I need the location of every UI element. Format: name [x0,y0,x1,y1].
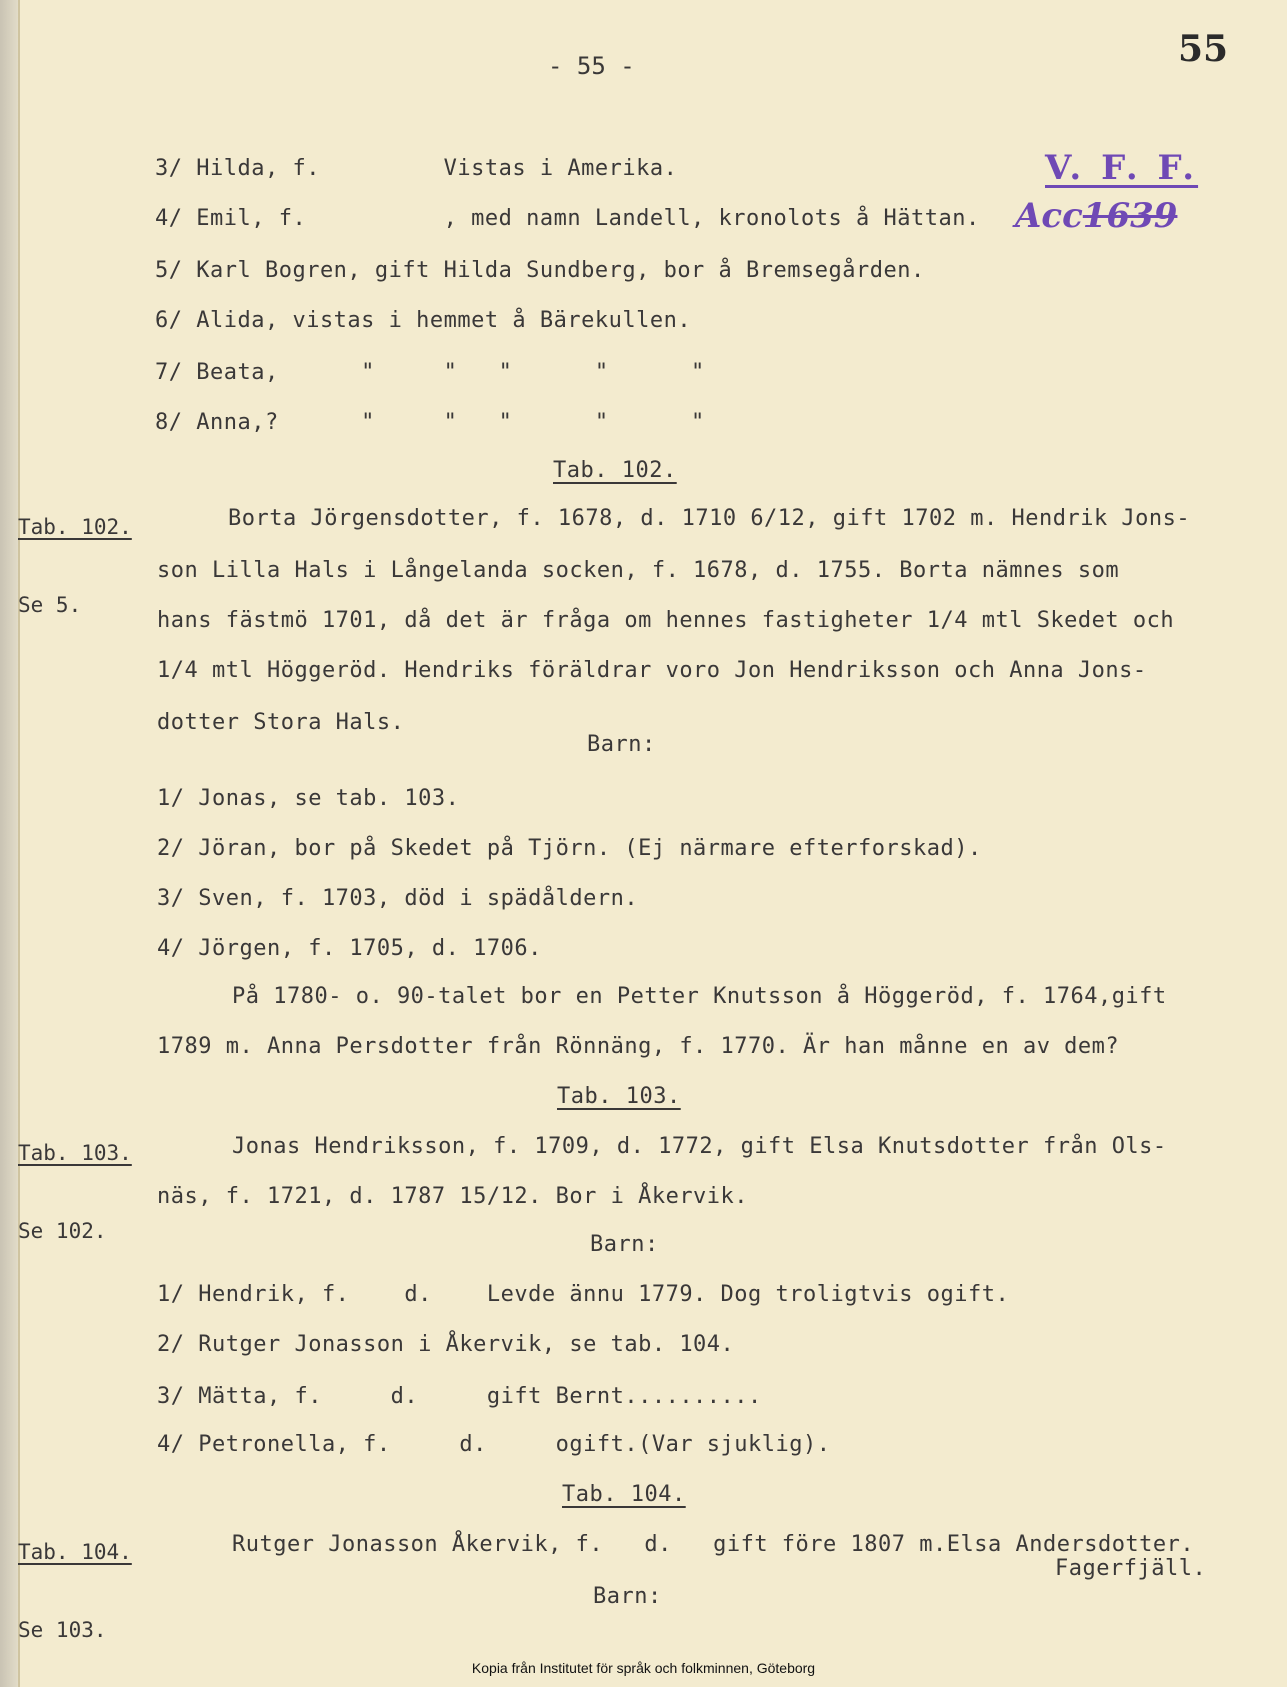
line-child-5: 5/ Karl Bogren, gift Hilda Sundberg, bor å Bremsegården. [155,258,925,283]
paragraph-line: dotter Stora Hals. [157,710,405,735]
margin-note-ref: Se 102. [18,1219,107,1243]
section-heading-tab-104: Tab. 104. [562,1482,686,1507]
list-item: 4/ Petronella, f. d. ogift.(Var sjuklig). [157,1432,831,1457]
archive-footer: Kopia från Institutet för språk och folkminnen, Göteborg [471,1660,816,1676]
list-item: 1/ Jonas, se tab. 103. [157,786,460,811]
list-item: 4/ Jörgen, f. 1705, d. 1706. [157,936,542,961]
paragraph-line: På 1780- o. 90-talet bor en Petter Knutsson å Höggeröd, f. 1764,gift [232,984,1167,1009]
stamp-accession [1015,196,1198,236]
paragraph-line: Rutger Jonasson Åkervik, f. d. gift före 1807 m.Elsa Andersdotter. [232,1532,1195,1557]
margin-note-tab-102 [18,462,132,644]
children-heading: Barn: [593,1584,662,1609]
margin-note-head: Tab. 102. [18,515,132,539]
paragraph-line: hans fästmö 1701, då det är fråga om hennes fastigheter 1/4 mtl Skedet och [157,608,1175,633]
page-number: - 55 - [548,52,635,80]
paragraph-line: näs, f. 1721, d. 1787 15/12. Bor i Åkervik. [157,1184,749,1209]
paragraph-line: Borta Jörgensdotter, f. 1678, d. 1710 6/12, gift 1702 m. Hendrik Jons- [228,506,1191,531]
paragraph-line: 1/4 mtl Höggeröd. Hendriks föräldrar voro Jon Hendriksson och Anna Jons- [157,658,1147,683]
line-child-4: 4/ Emil, f. , med namn Landell, kronolots å Hättan. [155,206,980,231]
margin-note-tab-104 [18,1487,132,1669]
line-child-7: 7/ Beata, " " " " " [155,360,705,385]
stamp-label: V. F. F. [1045,148,1199,188]
margin-note-ref: Se 5. [18,593,82,617]
section-heading-tab-102: Tab. 102. [553,458,677,483]
book-binding [0,0,18,1687]
stamp-code: 1639 [1082,196,1178,236]
children-heading: Barn: [590,1232,659,1257]
margin-note-head: Tab. 103. [18,1141,132,1165]
paragraph-line: son Lilla Hals i Långelanda socken, f. 1678, d. 1755. Borta nämnes som [157,558,1120,583]
margin-note-head: Tab. 104. [18,1540,132,1564]
archive-stamp [1015,148,1199,236]
line-child-3: 3/ Hilda, f. Vistas i Amerika. [155,156,678,181]
children-heading: Barn: [587,732,656,757]
line-child-6: 6/ Alida, vistas i hemmet å Bärekullen. [155,308,692,333]
margin-note-ref: Se 103. [18,1618,107,1642]
list-item: 2/ Rutger Jonasson i Åkervik, se tab. 104. [157,1332,735,1357]
corner-page-number: 55 [1178,28,1229,70]
paragraph-line: 1789 m. Anna Persdotter från Rönnäng, f. 1770. Är han månne en av dem? [157,1034,1120,1059]
stamp-code-prefix: Acc [1015,196,1083,236]
line-child-8: 8/ Anna,? " " " " " [155,410,705,435]
paragraph-line: Fagerfjäll. [1055,1556,1207,1581]
list-item: 2/ Jöran, bor på Skedet på Tjörn. (Ej närmare efterforskad). [157,836,982,861]
list-item: 3/ Sven, f. 1703, död i spädåldern. [157,886,639,911]
list-item: 1/ Hendrik, f. d. Levde ännu 1779. Dog troligtvis ogift. [157,1282,1010,1307]
section-heading-tab-103: Tab. 103. [557,1084,681,1109]
margin-note-tab-103 [18,1088,132,1270]
list-item: 3/ Mätta, f. d. gift Bernt.......... [157,1384,762,1409]
paragraph-line: Jonas Hendriksson, f. 1709, d. 1772, gift Elsa Knutsdotter från Ols- [232,1134,1167,1159]
